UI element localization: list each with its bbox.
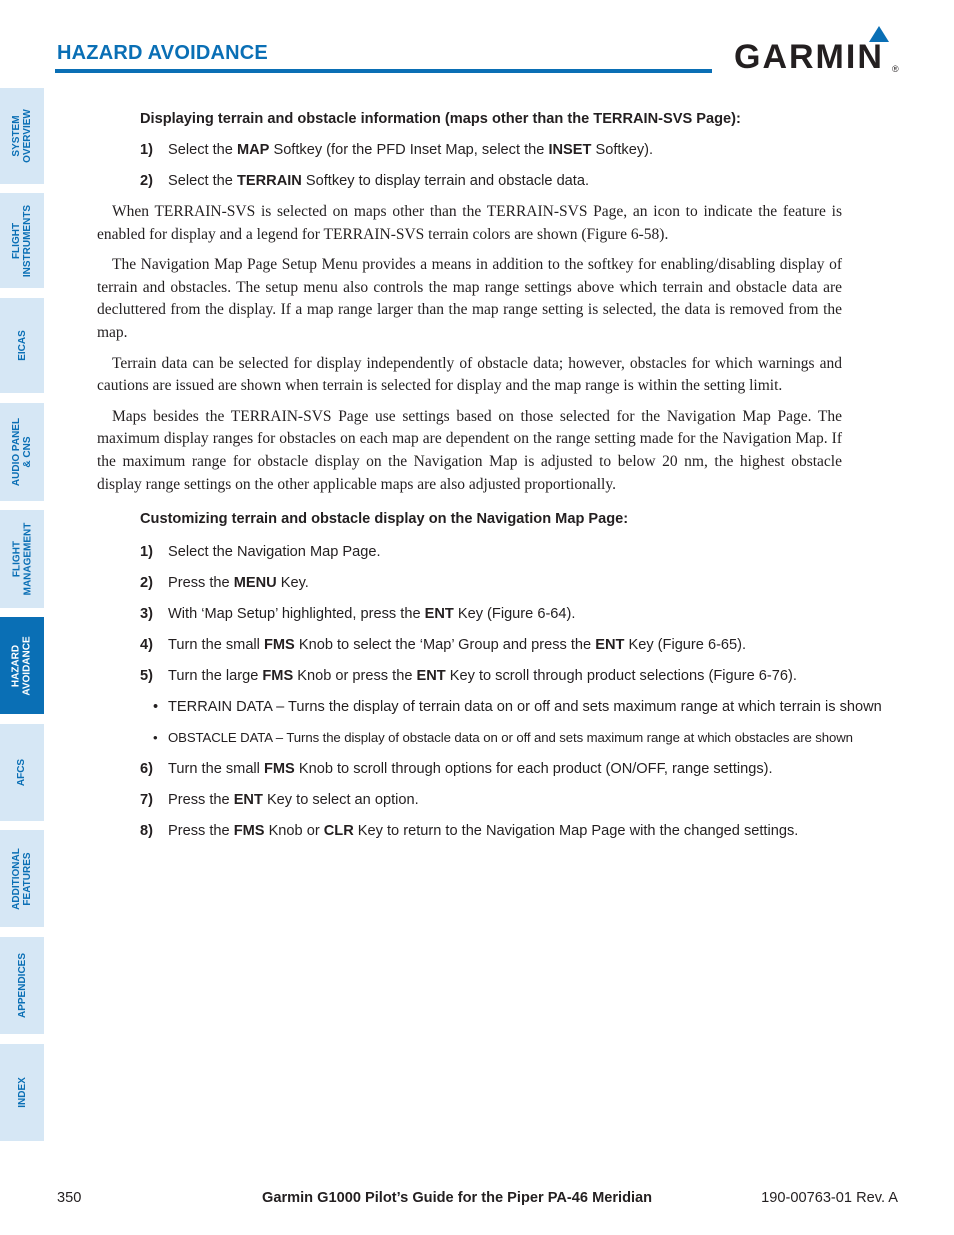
body-paragraph: When TERRAIN-SVS is selected on maps other than the TERRAIN-SVS Page, an icon to indicate the feature is enabled for display and a legend for TERRAIN-SVS terrain colors are shown (Figure 6-58). xyxy=(97,203,842,243)
key-name: CLR xyxy=(323,823,354,840)
main-content xyxy=(97,108,882,841)
step-text: Key to return to the Navigation Map Page with the changed settings. xyxy=(353,823,799,840)
step-number: 4) xyxy=(140,637,153,654)
tab-label-line1: SYSTEM xyxy=(11,115,22,157)
step-text: Press the xyxy=(168,575,234,592)
tab-label-line2: FEATURES xyxy=(22,851,34,906)
list-item xyxy=(97,697,882,717)
step-text: Softkey). xyxy=(591,142,654,158)
step-text: Key to scroll through product selections (Figure 6-76). xyxy=(445,668,797,685)
section-title: HAZARD AVOIDANCE xyxy=(57,42,268,64)
header-rule xyxy=(55,69,712,73)
step-text: Softkey to display terrain and obstacle data. xyxy=(301,173,590,189)
logo-text: GARMIN xyxy=(734,38,884,76)
tab-label-line2: & CNS xyxy=(22,436,33,468)
tab-flight-instruments[interactable] xyxy=(0,193,44,288)
key-name: MENU xyxy=(233,575,277,592)
step-text: Press the xyxy=(168,792,234,809)
tab-label-line1: ADDITIONAL xyxy=(11,847,23,910)
step-text: Turn the small xyxy=(168,761,264,778)
key-name: FMS xyxy=(262,668,294,685)
key-name: ENT xyxy=(416,668,446,685)
tab-appendices[interactable] xyxy=(0,937,44,1034)
step-number: 7) xyxy=(140,792,153,809)
step-number: 8) xyxy=(140,823,153,840)
tab-label-line1: FLIGHT xyxy=(11,540,22,578)
tab-flight-management[interactable] xyxy=(0,510,44,608)
bullet-text: OBSTACLE DATA – Turns the display of obstacle data on or off and sets maximum range at which obstacles are shown xyxy=(168,730,853,746)
bullet-icon: • xyxy=(153,699,159,716)
body-paragraph: Terrain data can be selected for display independently of obstacle data; however, obstacles for which warnings and cautions are issued are shown when terrain is selected for display and the map range is within the setting limit. xyxy=(97,354,842,395)
bullet-icon: • xyxy=(153,730,158,746)
key-name: FMS xyxy=(233,823,265,840)
procedure-step xyxy=(97,604,842,624)
procedure-step xyxy=(97,140,842,160)
procedure-step xyxy=(97,635,842,655)
key-name: TERRAIN xyxy=(236,173,302,189)
step-number: 5) xyxy=(140,668,153,685)
step-text: Knob to scroll through options for each product (ON/OFF, range settings). xyxy=(294,761,773,778)
step-text: Turn the large xyxy=(168,668,263,685)
step-text: Knob or xyxy=(264,823,324,840)
part-number: 190-00763-01 Rev. A xyxy=(761,1190,898,1206)
list-item xyxy=(97,728,853,748)
tab-label-line2: INSTRUMENTS xyxy=(22,204,34,277)
procedure-step xyxy=(97,542,842,562)
key-name: FMS xyxy=(263,637,295,654)
tab-label-line2: MANAGEMENT xyxy=(22,522,33,596)
key-name: ENT xyxy=(595,637,625,654)
procedure-step xyxy=(97,171,842,191)
bullet-text: TERRAIN DATA – Turns the display of terrain data on or off and sets maximum range at which terrain is shown xyxy=(168,699,882,716)
body-paragraph: The Navigation Map Page Setup Menu provides a means in addition to the softkey for enabling/disabling display of terrain and obstacles. The setup menu also controls the map range settings above which terrain and obstacle data are decluttered from the display. If a map range larger than the map range setting is selected, the data is removed from the map. xyxy=(97,256,842,341)
step-text: Select the xyxy=(168,142,237,158)
registered-mark: ® xyxy=(892,64,899,74)
tab-afcs[interactable] xyxy=(0,724,44,821)
section-heading: Displaying terrain and obstacle information (maps other than the TERRAIN-SVS Page): xyxy=(140,111,741,127)
tab-label-line1: HAZARD xyxy=(11,644,23,687)
step-text: Select the xyxy=(168,173,237,189)
step-number: 1) xyxy=(140,142,153,158)
step-text: Key to select an option. xyxy=(262,792,419,809)
tab-label-line1: AUDIO PANEL xyxy=(11,417,22,487)
procedure-step xyxy=(97,573,842,593)
garmin-logo xyxy=(734,26,899,76)
tab-label-line1: EICAS xyxy=(16,330,28,361)
step-number: 1) xyxy=(140,544,153,561)
section-heading: Customizing terrain and obstacle display on the Navigation Map Page: xyxy=(140,511,629,528)
step-text: Turn the small xyxy=(168,637,264,654)
step-number: 6) xyxy=(140,761,153,778)
step-text: Knob to select the ‘Map’ Group and press the xyxy=(294,637,596,654)
tab-additional-features[interactable] xyxy=(0,830,44,927)
step-text: Key (Figure 6-65). xyxy=(624,637,747,654)
tab-label-line1: APPENDICES xyxy=(16,952,28,1019)
tab-hazard-avoidance[interactable] xyxy=(0,617,44,714)
tab-label-line1: AFCS xyxy=(16,758,28,787)
tab-audio-panel-cns[interactable] xyxy=(0,403,44,501)
side-tabs xyxy=(0,0,46,1235)
tab-eicas[interactable] xyxy=(0,298,44,393)
step-text: Select the Navigation Map Page. xyxy=(168,544,381,561)
key-name: INSET xyxy=(548,142,592,158)
step-number: 3) xyxy=(140,606,153,623)
procedure-step xyxy=(97,790,842,810)
procedure-step xyxy=(97,759,842,779)
tab-label-line2: OVERVIEW xyxy=(22,109,33,163)
step-text: Knob or press the xyxy=(293,668,417,685)
step-text: With ‘Map Setup’ highlighted, press the xyxy=(168,606,425,623)
key-name: FMS xyxy=(263,761,295,778)
procedure-step xyxy=(97,666,842,686)
step-text: Press the xyxy=(168,823,234,840)
page-number: 350 xyxy=(57,1190,82,1206)
step-number: 2) xyxy=(140,173,153,189)
tab-label-line1: FLIGHT xyxy=(11,222,23,259)
step-text: Softkey (for the PFD Inset Map, select the xyxy=(269,142,549,158)
step-text: Key. xyxy=(276,575,309,592)
step-text: Key (Figure 6-64). xyxy=(453,606,576,623)
key-name: MAP xyxy=(236,142,270,158)
body-paragraph: Maps besides the TERRAIN-SVS Page use settings based on those selected for the Navigation Map Page. The maximum display ranges for obstacles on each map are dependent on the range setting made for the Navigation Map. If the maximum range for obstacle display on the Navigation Map is adjusted to below 20 nm, the highest obstacle display range settings on the other applicable maps are also adjusted proportionally. xyxy=(97,407,842,493)
key-name: ENT xyxy=(424,606,454,623)
tab-index[interactable] xyxy=(0,1044,44,1141)
key-name: ENT xyxy=(233,792,263,809)
footer-title: Garmin G1000 Pilot’s Guide for the Piper PA-46 Meridian xyxy=(262,1190,653,1206)
procedure-step xyxy=(97,821,842,841)
step-number: 2) xyxy=(140,575,153,592)
tab-system-overview[interactable] xyxy=(0,88,44,184)
tab-label-line2: AVOIDANCE xyxy=(22,635,34,696)
tab-label-line1: INDEX xyxy=(16,1077,28,1108)
